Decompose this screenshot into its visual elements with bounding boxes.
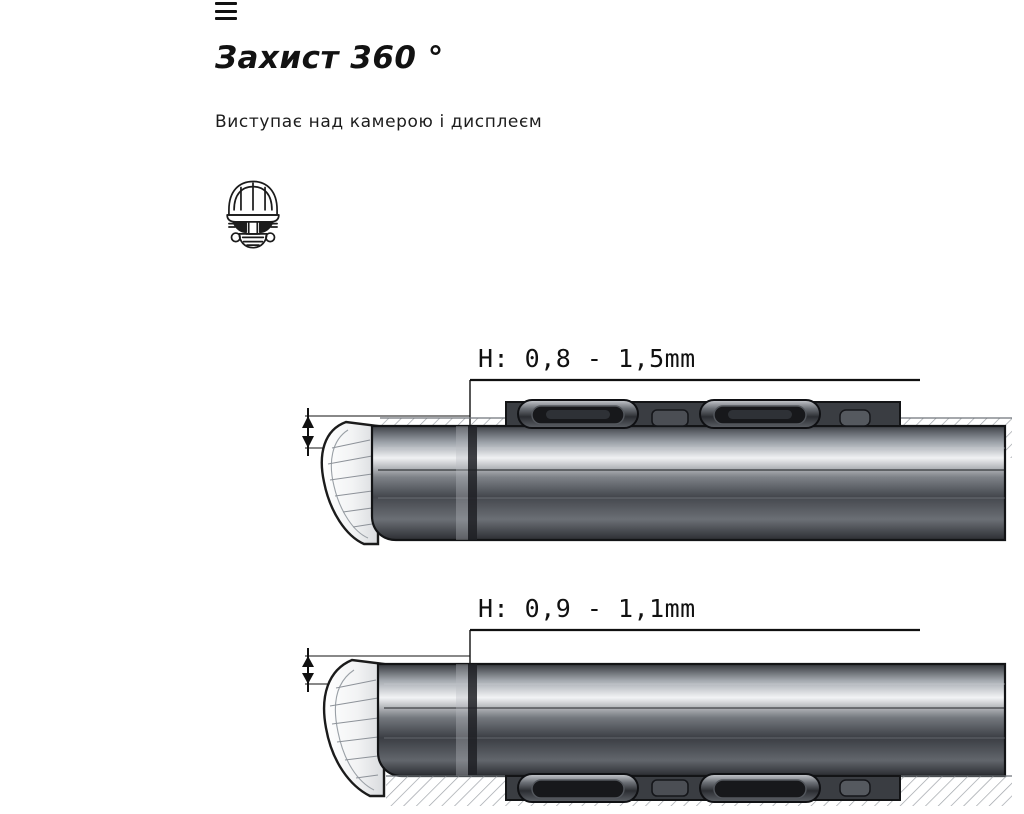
dimension-label: H: 0,8 - 1,5mm xyxy=(478,344,696,373)
hamburger-icon[interactable] xyxy=(215,2,237,20)
page-title: Захист 360 ° xyxy=(215,40,444,76)
page-subtitle: Виступає над камерою і дисплеєм xyxy=(215,112,543,132)
hamburger-bar xyxy=(215,10,237,13)
diagram-camera-illustration xyxy=(260,330,1020,564)
diagram-display-illustration xyxy=(260,580,1020,814)
dimension-label: H: 0,9 - 1,1mm xyxy=(478,594,696,623)
hamburger-bar xyxy=(215,2,237,5)
stormtrooper-helmet-icon xyxy=(210,172,296,258)
hamburger-bar xyxy=(215,17,237,20)
